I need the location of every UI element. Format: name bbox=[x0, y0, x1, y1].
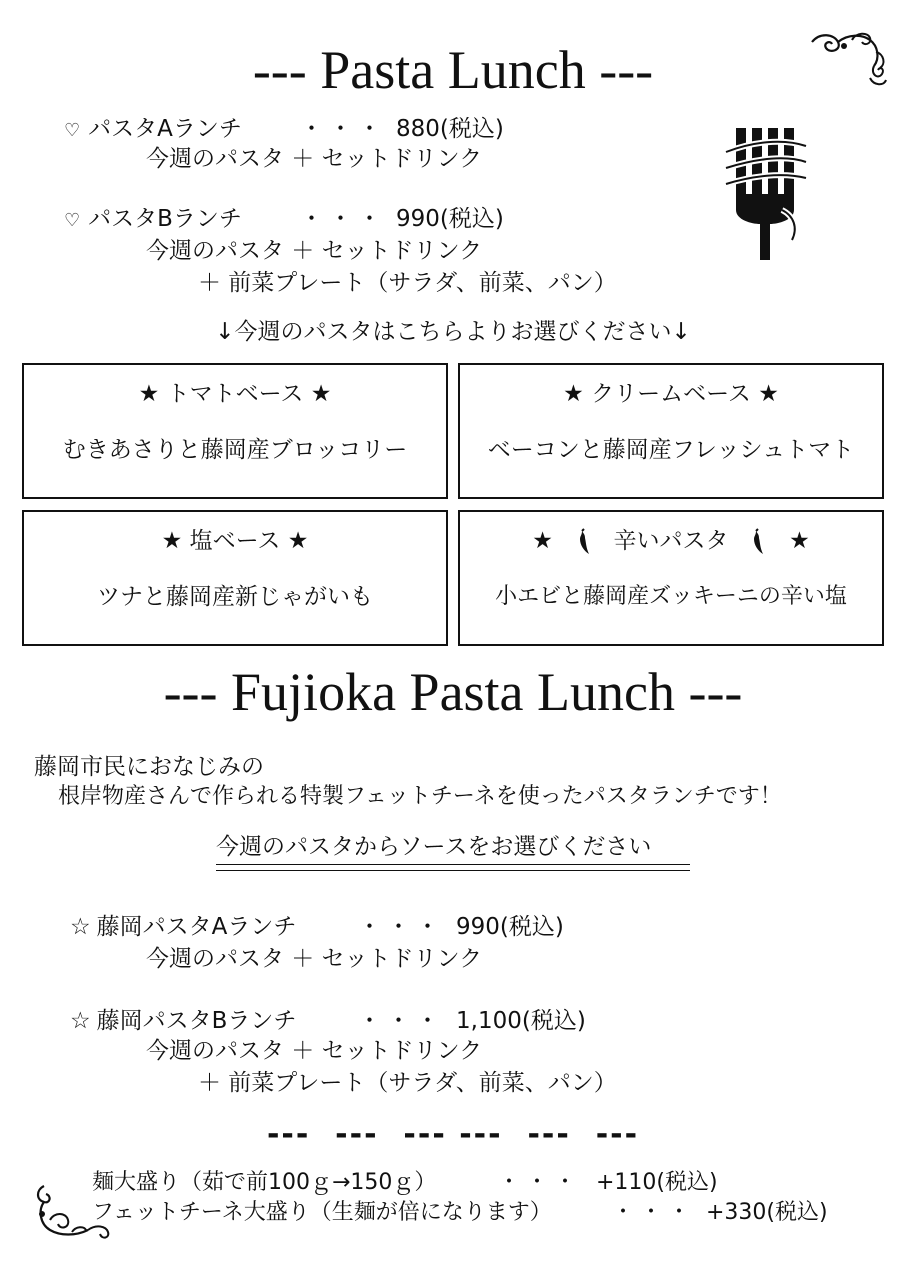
extra-fettuccine: フェットチーネ大盛り（生麺が倍になります） bbox=[92, 1200, 552, 1225]
sauce-dish: ベーコンと藤岡産フレッシュトマト bbox=[487, 437, 855, 463]
pasta-b-name: パスタBランチ bbox=[88, 206, 242, 232]
heart-icon: ♡ bbox=[64, 120, 81, 141]
sauce-head: ★ 塩ベース ★ bbox=[161, 528, 309, 554]
sauce-head bbox=[460, 526, 882, 556]
sauce-dish: 小エビと藤岡産ズッキーニの辛い塩 bbox=[495, 584, 847, 609]
extra-noodles-dots: ・・・ bbox=[498, 1170, 583, 1195]
pasta-a-detail: 今週のパスタ ＋ セットドリンク bbox=[146, 146, 483, 172]
pasta-b-detail-2: ＋ 前菜プレート（サラダ、前菜、パン） bbox=[198, 270, 617, 296]
fujioka-title: --- Fujioka Pasta Lunch --- bbox=[163, 662, 743, 722]
dashed-divider: --- --- --- --- --- --- bbox=[266, 1117, 640, 1152]
pasta-b-price: 990(税込) bbox=[396, 206, 504, 232]
fujioka-b-name: 藤岡パスタBランチ bbox=[96, 1008, 297, 1034]
fujioka-a-detail: 今週のパスタ ＋ セットドリンク bbox=[146, 946, 483, 972]
fujioka-intro-2: 根岸物産さんで作られる特製フェットチーネを使ったパスタランチです！ bbox=[58, 784, 782, 809]
sauce-box-salt bbox=[22, 510, 448, 646]
fujioka-a-dots: ・・・ bbox=[358, 914, 445, 940]
pasta-a-row bbox=[64, 114, 242, 146]
heart-icon: ♡ bbox=[64, 210, 81, 231]
flourish-ornament-icon bbox=[32, 1180, 112, 1240]
fujioka-a-price: 990(税込) bbox=[456, 914, 564, 940]
fujioka-b-row bbox=[70, 1006, 296, 1036]
star-right: ★ bbox=[789, 528, 810, 554]
pasta-a-name: パスタAランチ bbox=[88, 116, 242, 142]
fujioka-b-detail-2: ＋ 前菜プレート（サラダ、前菜、パン） bbox=[198, 1070, 617, 1096]
fujioka-intro-1: 藤岡市民におなじみの bbox=[34, 754, 264, 780]
star-outline-icon: ☆ bbox=[70, 914, 91, 940]
spicy-label: 辛いパスタ bbox=[613, 528, 729, 554]
fujioka-choose: 今週のパスタからソースをお選びください bbox=[216, 834, 652, 860]
fujioka-b-price: 1,100(税込) bbox=[456, 1008, 586, 1034]
sauce-head: ★ クリームベース ★ bbox=[563, 381, 779, 407]
double-underline bbox=[216, 862, 690, 874]
pasta-b-detail-1: 今週のパスタ ＋ セットドリンク bbox=[146, 238, 483, 264]
chili-pepper-icon bbox=[576, 529, 592, 555]
star-left: ★ bbox=[532, 528, 553, 554]
pasta-a-dots: ・・・ bbox=[300, 116, 387, 142]
sauce-dish: ツナと藤岡産新じゃがいも bbox=[97, 584, 373, 610]
choose-note: ↓今週のパスタはこちらよりお選びください↓ bbox=[215, 319, 691, 345]
sauce-box-tomato bbox=[22, 363, 448, 499]
pasta-b-row bbox=[64, 204, 242, 236]
extra-fettuccine-dots: ・・・ bbox=[612, 1200, 697, 1225]
sauce-head: ★ トマトベース ★ bbox=[138, 381, 332, 407]
star-outline-icon: ☆ bbox=[70, 1008, 91, 1034]
fujioka-a-name: 藤岡パスタAランチ bbox=[96, 914, 297, 940]
sauce-box-cream bbox=[458, 363, 884, 499]
sauce-box-spicy bbox=[458, 510, 884, 646]
fork-with-pasta-icon bbox=[722, 124, 812, 264]
chili-pepper-icon bbox=[750, 529, 766, 555]
pasta-b-dots: ・・・ bbox=[300, 206, 387, 232]
page-title: --- Pasta Lunch --- bbox=[252, 40, 654, 100]
fujioka-b-detail-1: 今週のパスタ ＋ セットドリンク bbox=[146, 1038, 483, 1064]
extra-noodles: 麺大盛り（茹で前100ｇ→150ｇ） bbox=[92, 1170, 437, 1195]
sauce-dish: むきあさりと藤岡産ブロッコリー bbox=[62, 437, 408, 463]
pasta-a-price: 880(税込) bbox=[396, 116, 504, 142]
extra-noodles-price: +110(税込) bbox=[596, 1170, 718, 1195]
extra-fettuccine-price: +330(税込) bbox=[706, 1200, 828, 1225]
fujioka-b-dots: ・・・ bbox=[358, 1008, 445, 1034]
fujioka-a-row bbox=[70, 912, 296, 942]
